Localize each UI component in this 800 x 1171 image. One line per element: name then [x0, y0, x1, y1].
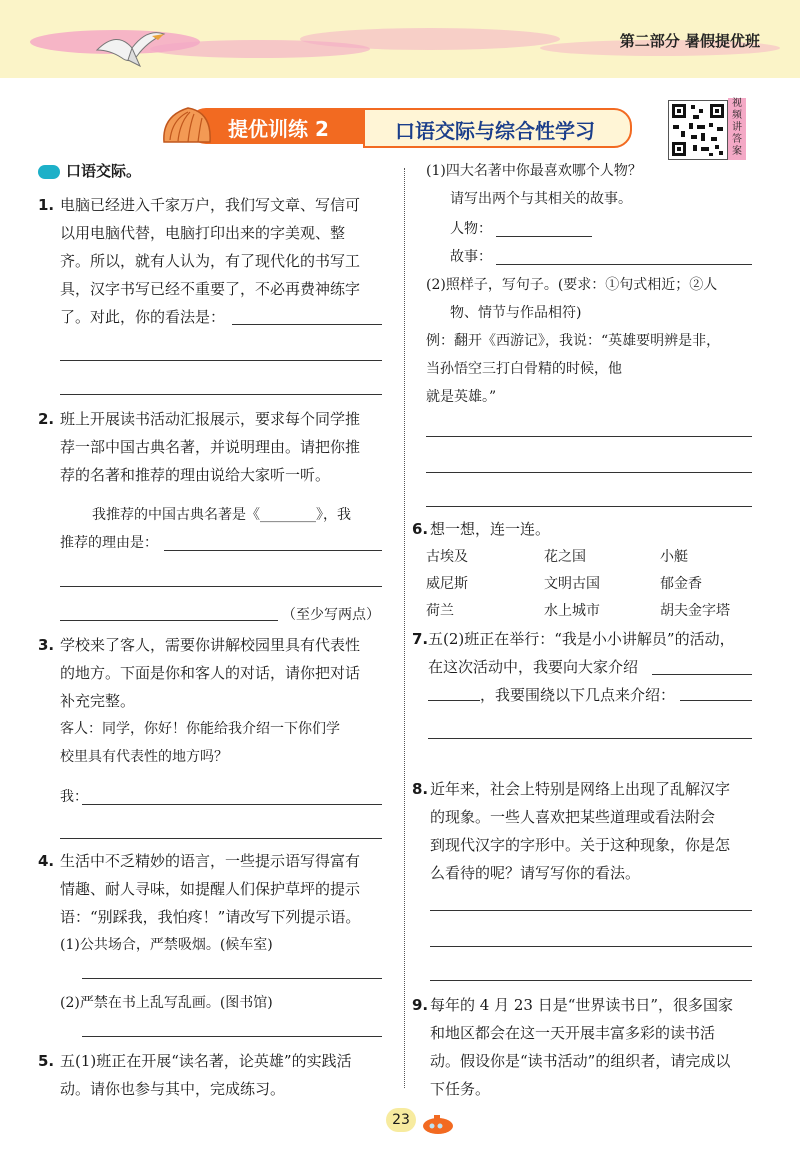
q5b-example: 就是英雄。” — [426, 389, 497, 405]
answer-line[interactable] — [496, 236, 592, 237]
title-left-box — [188, 108, 378, 144]
match-item[interactable]: 威尼斯 — [426, 576, 468, 592]
q5a-story: 故事： — [450, 249, 492, 265]
answer-line[interactable] — [652, 674, 752, 675]
answer-line[interactable] — [430, 980, 752, 981]
title-banner — [158, 108, 633, 146]
match-item[interactable]: 胡夫金字塔 — [660, 603, 730, 619]
q8-number: 8. — [412, 780, 429, 798]
q3-guest: 校里具有代表性的地方吗？ — [60, 749, 228, 765]
answer-line[interactable] — [426, 436, 752, 437]
cloud-decoration — [300, 28, 560, 50]
q4-item: (2)严禁在书上乱写乱画。(图书馆) — [60, 995, 273, 1011]
answer-line[interactable] — [164, 550, 382, 551]
q3-line: 学校来了客人，需要你讲解校园里具有代表性 — [60, 636, 361, 654]
q9-number: 9. — [412, 996, 429, 1014]
q8-line: 的现象。一些人喜欢把某些道理或看法附会 — [430, 808, 716, 826]
answer-line[interactable] — [82, 978, 382, 979]
q2-prompt: 推荐的理由是： — [60, 535, 158, 551]
match-item[interactable]: 郁金香 — [660, 576, 702, 592]
answer-line[interactable] — [60, 360, 382, 361]
answer-line[interactable] — [428, 700, 480, 701]
q2-number: 2. — [38, 410, 55, 428]
title-right: 口语交际与综合性学习 — [395, 119, 595, 143]
q1-line: 电脑已经进入千家万户，我们写文章、写信可 — [60, 196, 361, 214]
q4-line: 情趣、耐人寻味，如提醒人们保护草坪的提示 — [60, 880, 361, 898]
match-item[interactable]: 古埃及 — [426, 549, 468, 565]
q1-line: 以用电脑代替，电脑打印出来的字美观、整 — [60, 224, 346, 242]
match-item[interactable]: 水上城市 — [544, 603, 600, 619]
q5a-line: (1)四大名著中你最喜欢哪个人物？ — [426, 163, 642, 179]
title-left: 提优训练 2 — [228, 117, 329, 141]
answer-line[interactable] — [60, 586, 382, 587]
answer-line[interactable] — [426, 506, 752, 507]
q8-line: 到现代汉字的字形中。关于这种现象，你是怎 — [430, 836, 731, 854]
page-number: 23 — [386, 1108, 416, 1132]
q7-line: ，我要围绕以下几点来介绍： — [480, 686, 676, 704]
seagull-icon — [92, 20, 172, 80]
q2-prompt: 我推荐的中国古典名著是《________》，我 — [92, 507, 351, 523]
answer-line[interactable] — [60, 394, 382, 395]
section-header: 第二部分 暑假提优班 — [619, 32, 760, 50]
section-pill-icon — [38, 165, 60, 179]
q9-line: 每年的 4 月 23 日是“世界读书日”，很多国家 — [430, 996, 734, 1014]
q2-line: 荐一部中国古典名著，并说明理由。请把你推 — [60, 438, 361, 456]
answer-line[interactable] — [426, 472, 752, 473]
q2-line: 荐的名著和推荐的理由说给大家听一听。 — [60, 466, 331, 484]
q7-line: 在这次活动中，我要向大家介绍 — [428, 658, 639, 676]
q5b-example: 例：翻开《西游记》，我说：“英雄要明辨是非， — [426, 333, 721, 349]
q2-line: 班上开展读书活动汇报展示，要求每个同学推 — [60, 410, 361, 428]
q3-guest: 客人：同学，你好！你能给我介绍一下你们学 — [60, 721, 340, 737]
q5b-example: 当孙悟空三打白骨精的时候，他 — [426, 361, 622, 377]
q5a-line: 请写出两个与其相关的故事。 — [450, 191, 632, 207]
match-item[interactable]: 花之国 — [544, 549, 586, 565]
q4-item: (1)公共场合，严禁吸烟。(候车室) — [60, 937, 273, 953]
qr-label: 视频讲答案 — [728, 98, 746, 160]
q3-me: 我： — [60, 789, 88, 805]
q6-text: 想一想，连一连。 — [430, 520, 551, 538]
submarine-icon — [420, 1112, 456, 1136]
q5-line: 五(1)班正在开展“读名著，论英雄”的实践活 — [60, 1052, 352, 1070]
answer-line[interactable] — [82, 804, 382, 805]
q9-line: 和地区都会在这一天开展丰富多彩的读书活 — [430, 1024, 716, 1042]
answer-line[interactable] — [232, 324, 382, 325]
qr-code-icon[interactable] — [668, 100, 728, 160]
answer-line[interactable] — [430, 910, 752, 911]
section-label: 口语交际。 — [38, 158, 141, 185]
q5b-line: (2)照样子，写句子。(要求：①句式相近；②人 — [426, 277, 718, 293]
q8-line: 近年来，社会上特别是网络上出现了乱解汉字 — [430, 780, 731, 798]
q3-line: 的地方。下面是你和客人的对话，请你把对话 — [60, 664, 361, 682]
q1-line: 了。对此，你的看法是： — [60, 308, 226, 326]
answer-line[interactable] — [430, 946, 752, 947]
q8-line: 么看待的呢？请写写你的看法。 — [430, 864, 641, 882]
title-right-box — [363, 108, 632, 148]
q9-line: 下任务。 — [430, 1080, 491, 1098]
q7-number: 7. — [412, 630, 429, 648]
q2-note: （至少写两点） — [282, 607, 380, 623]
answer-line[interactable] — [428, 738, 752, 739]
answer-line[interactable] — [60, 620, 278, 621]
answer-line[interactable] — [60, 838, 382, 839]
q5b-line: 物、情节与作品相符) — [450, 305, 582, 321]
q4-line: 生活中不乏精妙的语言，一些提示语写得富有 — [60, 852, 361, 870]
q1-number: 1. — [38, 196, 55, 214]
match-item[interactable]: 荷兰 — [426, 603, 454, 619]
q6-number: 6. — [412, 520, 429, 538]
q9-line: 动。假设你是“读书活动”的组织者，请完成以 — [430, 1052, 731, 1070]
q4-line: 语：“别踩我，我怕疼！”请改写下列提示语。 — [60, 908, 361, 926]
match-item[interactable]: 文明古国 — [544, 576, 600, 592]
answer-line[interactable] — [496, 264, 752, 265]
answer-line[interactable] — [680, 700, 752, 701]
q3-line: 补充完整。 — [60, 692, 136, 710]
q3-number: 3. — [38, 636, 55, 654]
q1-line: 齐。所以，就有人认为，有了现代化的书写工 — [60, 252, 361, 270]
q1-line: 具，汉字书写已经不重要了，不必再费神练字 — [60, 280, 361, 298]
q5-number: 5. — [38, 1052, 55, 1070]
match-item[interactable]: 小艇 — [660, 549, 688, 565]
q4-number: 4. — [38, 852, 55, 870]
q7-line: 五(2)班正在举行：“我是小小讲解员”的活动， — [428, 630, 735, 648]
column-divider — [404, 168, 405, 1088]
answer-line[interactable] — [82, 1036, 382, 1037]
shell-icon — [158, 102, 216, 150]
q5a-person: 人物： — [450, 221, 492, 237]
q5-line: 动。请你也参与其中，完成练习。 — [60, 1080, 286, 1098]
